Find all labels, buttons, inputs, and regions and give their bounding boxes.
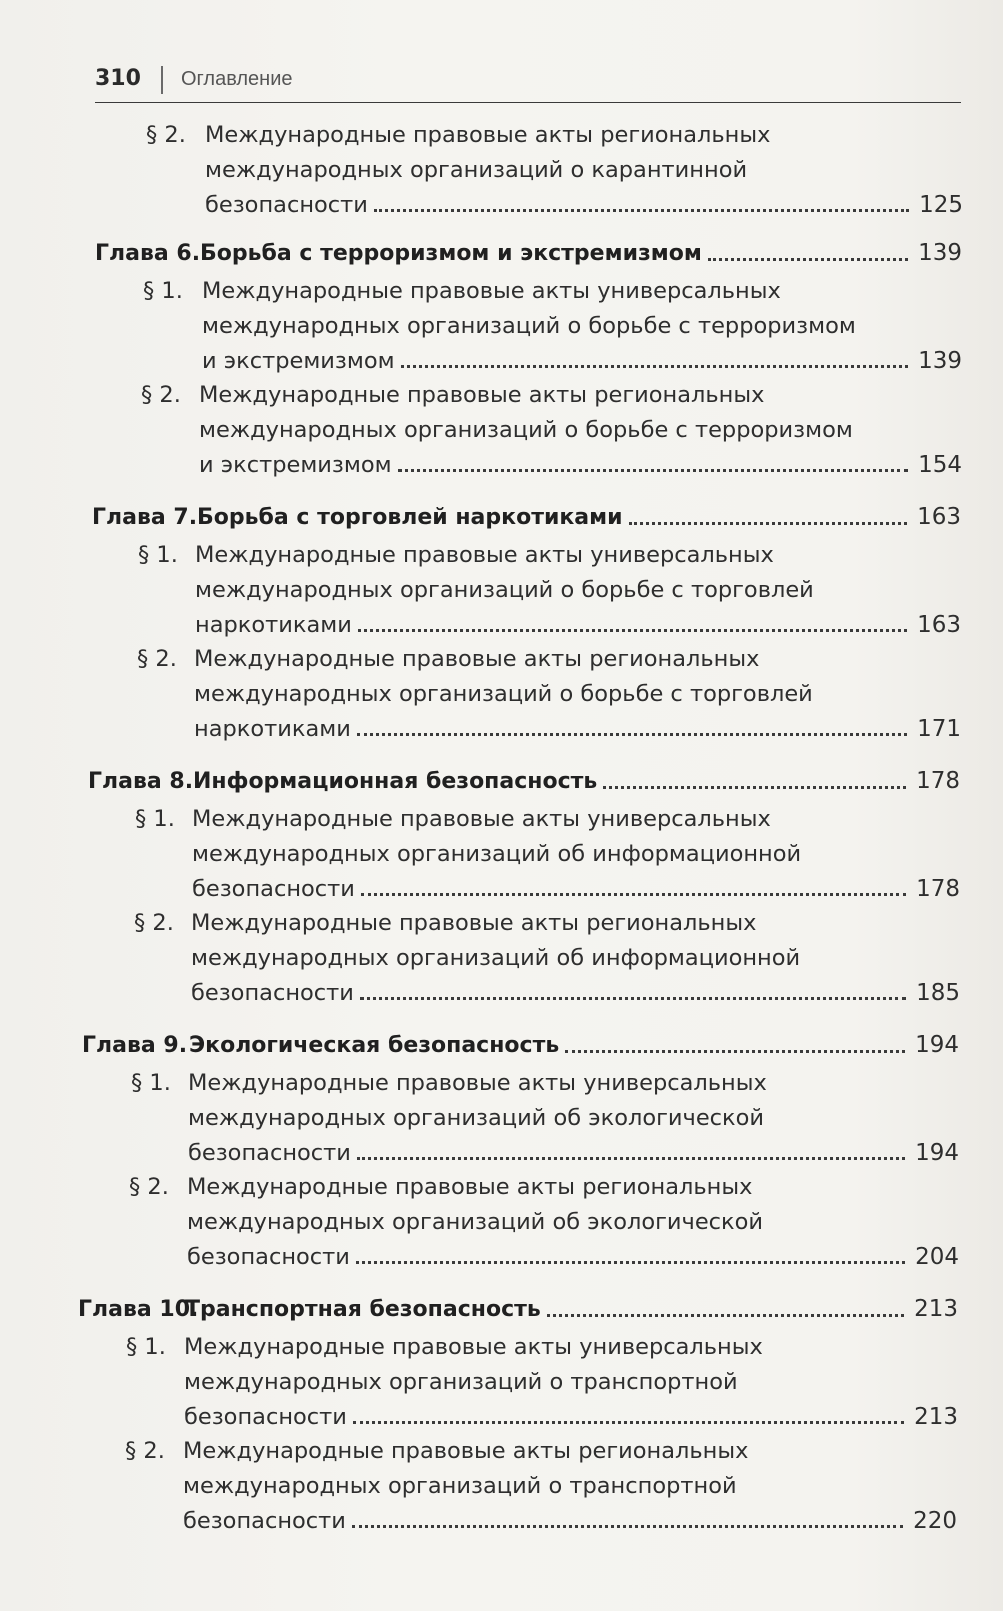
toc-section-line [187, 1242, 959, 1272]
section-title: Международные правовые акты универсальных [192, 806, 771, 832]
chapter-number: Глава 6. [95, 241, 201, 266]
dot-leader [360, 996, 906, 1000]
dot-leader [629, 521, 908, 525]
page-reference: 163 [917, 612, 961, 638]
section-title: наркотиками [194, 716, 351, 742]
section-title: безопасности [191, 980, 354, 1006]
toc-section-line [135, 804, 960, 834]
dot-leader [352, 1524, 903, 1528]
section-title: международных организаций о карантинной [205, 157, 748, 183]
chapter-number: Глава 10. [78, 1297, 199, 1322]
section-title: Международные правовые акты универсальных [202, 278, 781, 304]
toc-section-line [192, 874, 960, 904]
page-reference: 194 [915, 1140, 959, 1166]
section-number: § 2. [137, 646, 177, 672]
section-title: международных организаций о борьбе с торговлей [195, 577, 814, 603]
toc-section-line [191, 943, 960, 973]
toc-section-line [195, 610, 961, 640]
section-title: безопасности [205, 192, 368, 218]
dot-leader [374, 208, 909, 212]
toc-section-line [187, 1207, 959, 1237]
section-number: § 2. [146, 122, 186, 148]
page-reference: 154 [918, 452, 962, 478]
section-title: международных организаций о борьбе с терроризмом [202, 313, 856, 339]
section-title: и экстремизмом [202, 348, 395, 374]
section-number: § 2. [134, 910, 174, 936]
section-title: международных организаций об экологической [188, 1105, 765, 1131]
section-title: Международные правовые акты региональных [194, 646, 760, 672]
chapter-title: Борьба с терроризмом и экстремизмом [200, 241, 702, 266]
section-title: Международные правовые акты региональных [205, 122, 771, 148]
section-title: международных организаций о транспортной [183, 1473, 737, 1499]
section-title: Международные правовые акты универсальных [184, 1334, 763, 1360]
dot-leader [356, 1260, 905, 1264]
toc-section-line [184, 1402, 958, 1432]
dot-leader [603, 785, 906, 789]
section-number: § 1. [138, 542, 178, 568]
section-title: безопасности [187, 1244, 350, 1270]
section-title: Международные правовые акты региональных [199, 382, 765, 408]
dot-leader [353, 1420, 904, 1424]
page-reference: 178 [916, 876, 960, 902]
toc-section-line [191, 978, 960, 1008]
section-title: Международные правовые акты универсальных [195, 542, 774, 568]
toc-section-line [125, 1436, 957, 1466]
page-reference: 213 [914, 1296, 958, 1322]
dot-leader [358, 628, 907, 632]
toc-section-line [205, 155, 963, 185]
toc-chapter-line [95, 238, 962, 269]
toc-section-line [184, 1367, 958, 1397]
dot-leader [708, 257, 908, 261]
page-reference: 185 [916, 980, 960, 1006]
chapter-title: Информационная безопасность [193, 769, 598, 794]
chapter-title: Транспортная безопасность [185, 1297, 541, 1322]
header-title: Оглавление [181, 68, 293, 90]
dot-leader [565, 1049, 905, 1053]
section-title: международных организаций о борьбе с торговлей [194, 681, 813, 707]
chapter-title: Борьба с торговлей наркотиками [197, 505, 623, 530]
dot-leader [398, 468, 909, 472]
section-title: международных организаций об информационной [191, 945, 801, 971]
section-number: § 1. [131, 1070, 171, 1096]
section-number: § 2. [141, 382, 181, 408]
toc-section-line [141, 380, 962, 410]
section-title: Международные правовые акты универсальных [188, 1070, 767, 1096]
dot-leader [547, 1313, 904, 1317]
dot-leader [357, 732, 907, 736]
page-reference: 171 [917, 716, 961, 742]
chapter-number: Глава 8. [88, 769, 194, 794]
section-number: § 1. [143, 278, 183, 304]
toc-chapter-line [88, 766, 960, 797]
section-title: наркотиками [195, 612, 352, 638]
section-title: Международные правовые акты региональных [183, 1438, 749, 1464]
section-title: международных организаций об экологической [187, 1209, 764, 1235]
dot-leader [361, 892, 906, 896]
toc-section-line [199, 415, 962, 445]
section-title: безопасности [184, 1404, 347, 1430]
section-title: Международные правовые акты региональных [187, 1174, 753, 1200]
chapter-title: Экологическая безопасность [189, 1033, 560, 1058]
page-reference: 163 [917, 504, 961, 530]
toc-section-line [137, 644, 961, 674]
toc-section-line [138, 540, 961, 570]
toc-section-line [195, 575, 961, 605]
section-title: безопасности [192, 876, 355, 902]
section-title: безопасности [188, 1140, 351, 1166]
toc-section-line [188, 1103, 959, 1133]
toc-section-line [183, 1471, 957, 1501]
dot-leader [357, 1156, 905, 1160]
section-number: § 1. [135, 806, 175, 832]
toc-section-line [205, 190, 963, 220]
toc-section-line [188, 1138, 959, 1168]
toc-chapter-line [92, 502, 961, 533]
toc-section-line [194, 679, 961, 709]
page-reference: 220 [913, 1508, 957, 1534]
toc-section-line [183, 1506, 957, 1536]
toc-chapter-line [82, 1030, 959, 1061]
toc-section-line [129, 1172, 959, 1202]
chapter-number: Глава 7. [92, 505, 198, 530]
page-reference: 139 [918, 240, 962, 266]
toc-section-line [202, 346, 962, 376]
toc-section-line [146, 120, 963, 150]
toc-section-line [134, 908, 960, 938]
section-title: международных организаций о борьбе с терроризмом [199, 417, 853, 443]
toc-section-line [194, 714, 961, 744]
toc-section-line [143, 276, 962, 306]
page-reference: 139 [918, 348, 962, 374]
section-title: международных организаций о транспортной [184, 1369, 738, 1395]
page-reference: 194 [915, 1032, 959, 1058]
page-reference: 213 [914, 1404, 958, 1430]
page-reference: 125 [919, 192, 963, 218]
section-title: международных организаций об информационной [192, 841, 802, 867]
dot-leader [401, 364, 909, 368]
section-title: Международные правовые акты региональных [191, 910, 757, 936]
toc-section-line [202, 311, 962, 341]
page-reference: 204 [915, 1244, 959, 1270]
section-number: § 2. [125, 1438, 165, 1464]
chapter-number: Глава 9. [82, 1033, 188, 1058]
section-title: безопасности [183, 1508, 346, 1534]
toc-section-line [192, 839, 960, 869]
toc-section-line [199, 450, 962, 480]
toc-section-line [126, 1332, 958, 1362]
section-number: § 2. [129, 1174, 169, 1200]
toc-section-line [131, 1068, 959, 1098]
section-title: и экстремизмом [199, 452, 392, 478]
toc-chapter-line [78, 1294, 958, 1325]
page-number: 310 [95, 66, 141, 91]
section-number: § 1. [126, 1334, 166, 1360]
page-reference: 178 [916, 768, 960, 794]
